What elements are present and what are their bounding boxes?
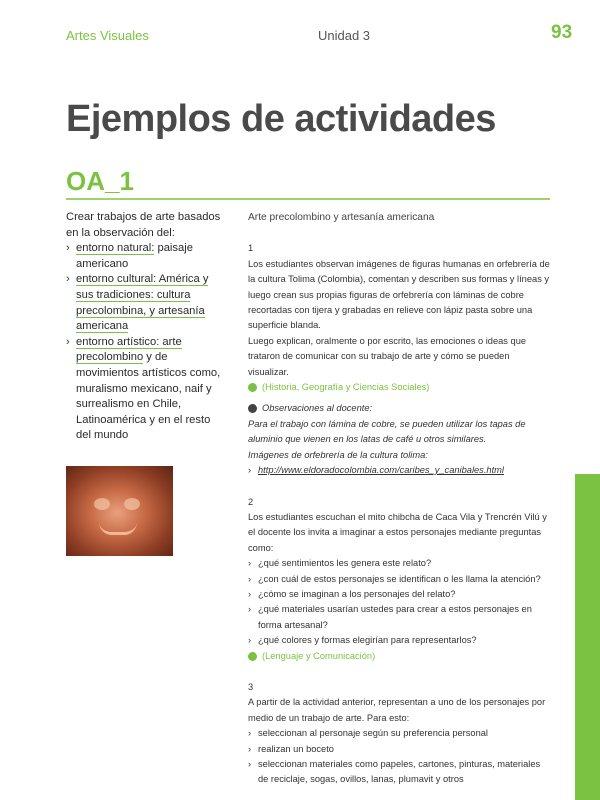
- photo-mouth: [99, 522, 137, 535]
- activity-number: 2: [248, 496, 254, 507]
- step-item: › realizan un boceto: [248, 742, 552, 757]
- step-list: [248, 726, 552, 788]
- objective-item-text: paisaje americano: [76, 242, 193, 270]
- oa-heading: OA_1: [66, 166, 134, 196]
- objective-item-text: y de movimientos artísticos como, muralismo mexicano, naif y surrealismo en Chile, Latinoamérica y en el resto del mundo: [76, 351, 221, 442]
- objective-list: [66, 241, 226, 444]
- heading-divider: [66, 198, 550, 200]
- activity-text: A partir de la actividad anterior, representan a uno de los personajes por medio de un trabajo de arte. Para esto:: [248, 697, 546, 723]
- question-item: › ¿qué materiales usarían ustedes para crear a estos personajes en forma artesanal?: [248, 602, 552, 633]
- subject-label: Artes Visuales: [66, 28, 149, 43]
- tolima-figure-photo: [66, 466, 173, 556]
- teacher-notes-text: Imágenes de orfebrería de la cultura tolima:: [248, 449, 428, 460]
- step-item: › seleccionan materiales como papeles, cartones, pinturas, materiales de reciclaje, sogas, ovillos, lanas, plumavit y otros: [248, 757, 552, 788]
- objective-item-label: entorno artístico: arte precolombino: [76, 335, 182, 364]
- objective-item-label: entorno natural:: [76, 242, 155, 255]
- side-tab: [575, 474, 600, 800]
- objective-column: [66, 210, 226, 444]
- cross-reference: (Historia, Geografía y Ciencias Sociales): [248, 380, 552, 395]
- question-item: › ¿qué sentimientos les genera este relato?: [248, 556, 552, 571]
- activities-column: [248, 210, 552, 788]
- link-list: [248, 463, 552, 478]
- objective-item: [66, 335, 226, 444]
- question-list: [248, 556, 552, 648]
- objective-intro: Crear trabajos de arte basados en la observación del:: [66, 211, 221, 239]
- reference-link[interactable]: http://www.eldoradocolombia.com/caribes_y_canibales.html: [258, 465, 504, 476]
- section-title: Arte precolombino y artesanía americana: [248, 212, 435, 223]
- teacher-notes-title: Observaciones al docente:: [248, 401, 552, 416]
- photo-eye-right: [124, 498, 140, 510]
- page-title: Ejemplos de actividades: [66, 98, 496, 140]
- objective-item: [66, 272, 226, 334]
- question-item: › ¿cómo se imaginan a los personajes del relato?: [248, 587, 552, 602]
- step-item: › seleccionan al personaje según su preferencia personal: [248, 726, 552, 741]
- activity-text: Luego explican, oralmente o por escrito, las emociones o ideas que trataron de comunicar con su trabajo de arte y cómo se pueden visualizar.: [248, 335, 527, 377]
- activity-text: Los estudiantes observan imágenes de figuras humanas en orfebrería de la cultura Tolima (Colombia), comentan y describen sus formas y líneas y luego crean sus propias figuras de orfebrería con láminas de cobre recortadas con tijera y grabadas en relieve con lápiz pasta sobre una superficie blanda.: [248, 258, 550, 331]
- unit-label: Unidad 3: [318, 28, 371, 43]
- activity-number: 1: [248, 243, 254, 254]
- question-item: › ¿qué colores y formas elegirían para representarlos?: [248, 633, 552, 648]
- objective-item-label: entorno cultural: América y sus tradiciones: cultura precolombina, y artesanía americana: [76, 273, 209, 333]
- activity-text: Los estudiantes escuchan el mito chibcha de Caca Vila y Trencrén Vilú y el docente los invita a imaginar a estos personajes mediante preguntas como:: [248, 511, 547, 553]
- cross-reference: (Lenguaje y Comunicación): [248, 649, 552, 664]
- link-item: [248, 463, 552, 478]
- page-number: 93: [551, 22, 573, 43]
- photo-eye-left: [94, 498, 110, 510]
- question-item: › ¿con cuál de estos personajes se identifican o les llama la atención?: [248, 572, 552, 587]
- activity-number: 3: [248, 681, 254, 692]
- teacher-notes-text: Para el trabajo con lámina de cobre, se pueden utilizar los tapas de aluminio que vienen en los latas de café u otros similares.: [248, 418, 526, 445]
- objective-item: [66, 241, 226, 272]
